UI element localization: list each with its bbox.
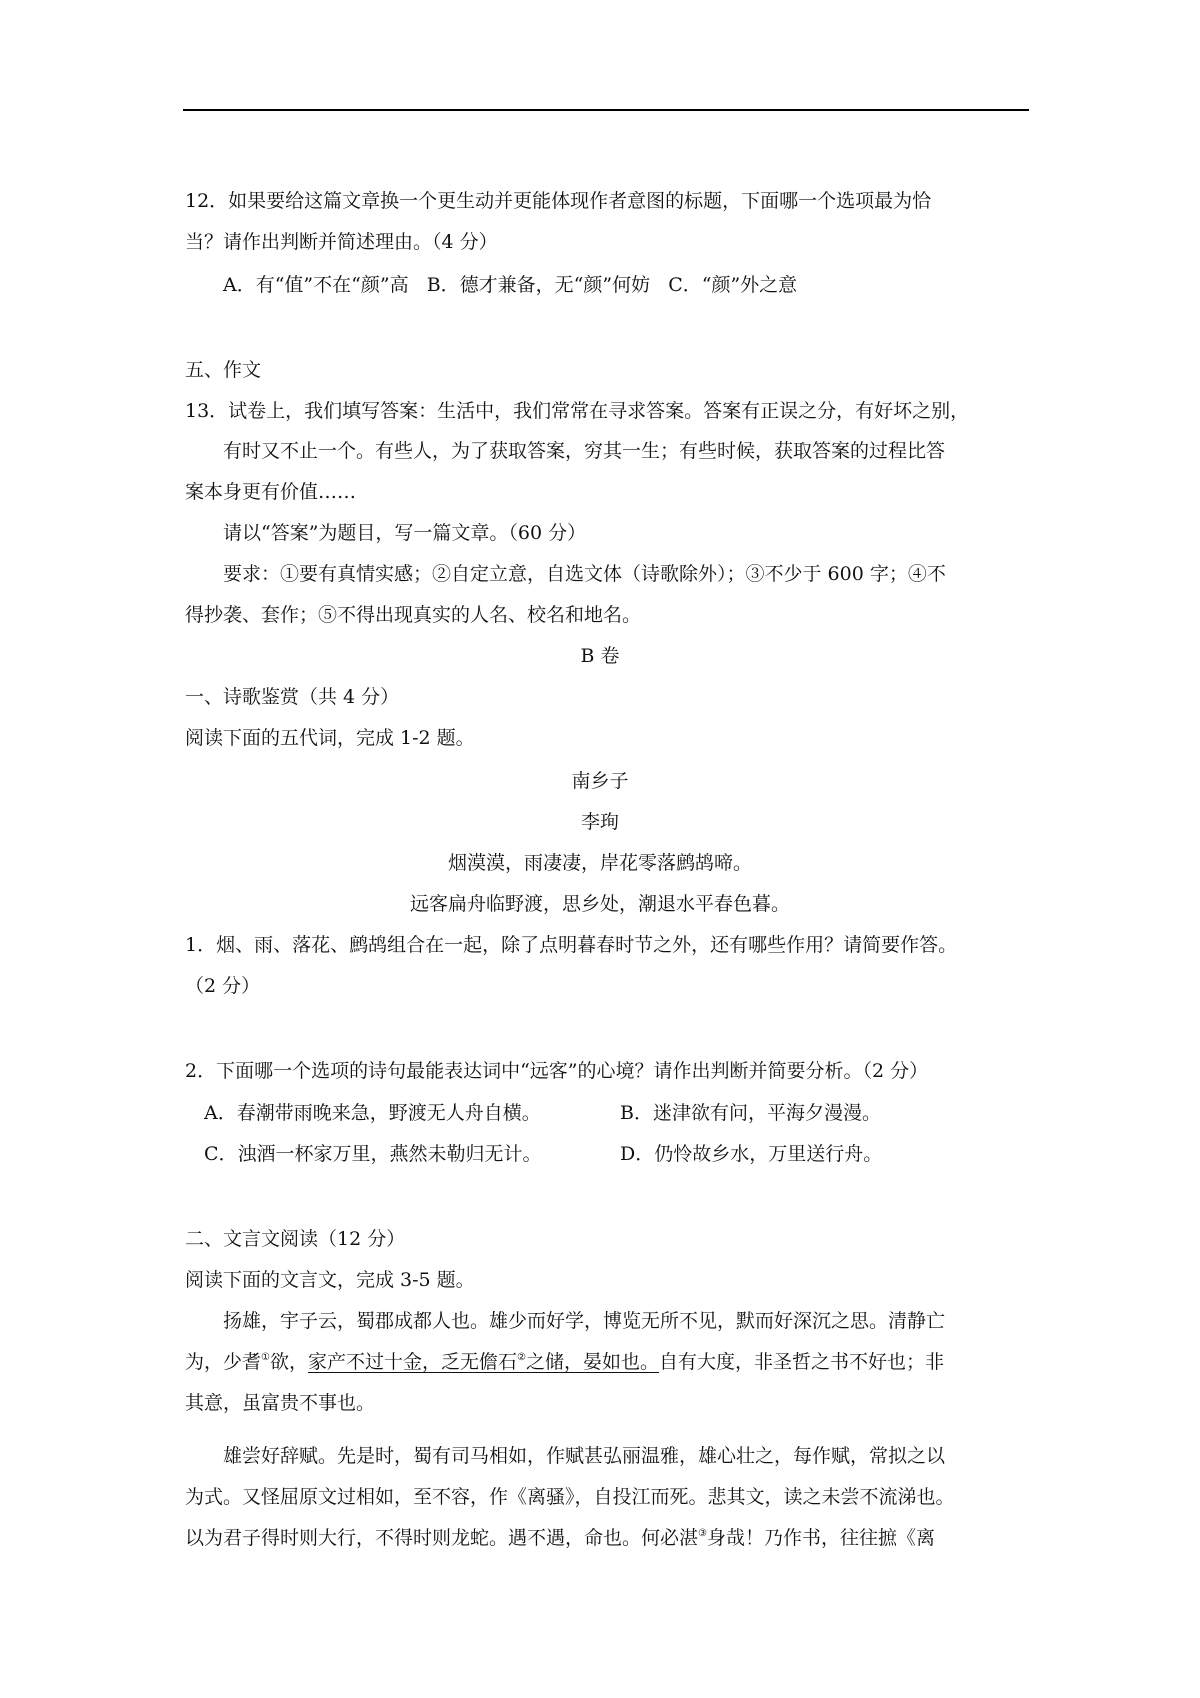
passage-p1-line-2: [185, 1349, 1025, 1375]
part-2-intro: 阅读下面的文言文，完成 3-5 题。: [185, 1269, 475, 1291]
q1-line-2: （2 分）: [185, 975, 261, 997]
q1-line-1: 1．烟、雨、落花、鹧鸪组合在一起，除了点明暮春时节之外，还有哪些作用？请简要作答。: [185, 934, 958, 956]
q2-option-a: A．春潮带雨晚来急，野渡无人舟自横。: [204, 1102, 541, 1124]
poem-line-2: 远客扁舟临野渡，思乡处，潮退水平春色暮。: [409, 893, 790, 915]
q13-requirements-cont: 得抄袭、套作；⑤不得出现真实的人名、校名和地名。: [185, 604, 642, 626]
q13-requirements: 要求：①要有真情实感；②自定立意，自选文体（诗歌除外）；③不少于 600 字；④不: [223, 563, 946, 585]
passage-text: 以为君子得时则大行，不得时则龙蛇。遇不遇，命也。何必湛: [185, 1527, 699, 1549]
passage-text: 自有大度，非圣哲之书不好也；非: [659, 1351, 945, 1373]
q13-line-1: 13．试卷上，我们填写答案：生活中，我们常常在寻求答案。答案有正误之分，有好坏之别，: [185, 400, 970, 422]
passage-text: 欲，: [269, 1351, 308, 1373]
footnote-marker-1: ①: [261, 1352, 270, 1363]
header-rule: [183, 109, 1029, 111]
q13-prompt: 请以“答案”为题目，写一篇文章。（60 分）: [223, 522, 587, 544]
q13-line-3: 案本身更有价值……: [185, 481, 357, 503]
section-5-title: 五、作文: [185, 359, 262, 381]
part-1-intro: 阅读下面的五代词，完成 1-2 题。: [185, 727, 475, 749]
passage-p2-line-2: 为式。又怪屈原文过相如，至不容，作《离骚》，自投江而死。悲其文，读之未尝不流涕也。: [185, 1486, 955, 1508]
passage-p1-line-1: 扬雄，宇子云，蜀郡成都人也。雄少而好学，博览无所不见，默而好深沉之思。清静亡: [223, 1310, 946, 1332]
passage-text: 身哉！乃作书，往往摭《离: [706, 1527, 935, 1549]
footnote-marker-2: ②: [517, 1352, 526, 1363]
passage-text: 为，少耆: [185, 1351, 262, 1373]
q2-option-d: D．仍怜故乡水，万里送行舟。: [620, 1143, 883, 1165]
q2-stem: 2．下面哪一个选项的诗句最能表达词中“远客”的心境？请作出判断并简要分析。（2 分）: [185, 1060, 929, 1082]
q2-option-c: C．浊酒一杯家万里，燕然未勒归无计。: [204, 1143, 542, 1165]
poem-line-1: 烟漠漠，雨凄凄，岸花零落鹧鸪啼。: [447, 852, 752, 874]
footnote-marker-3: ③: [698, 1528, 707, 1539]
q12-options: A．有“值”不在“颜”高 B．德才兼备，无“颜”何妨 C．“颜”外之意: [223, 274, 798, 296]
passage-p2-line-1: 雄尝好辞赋。先是时，蜀有司马相如，作赋甚弘丽温雅，雄心壮之，每作赋，常拟之以: [223, 1445, 946, 1467]
poem-author: 李珣: [580, 811, 619, 833]
volume-b-title: B 卷: [580, 645, 620, 667]
underlined-sentence: 家产不过十金，乏无儋石②之储，晏如也。: [308, 1351, 659, 1373]
poem-title: 南乡子: [571, 770, 629, 792]
q2-option-b: B．迷津欲有问，平海夕漫漫。: [620, 1102, 881, 1124]
q12-line-1: 12．如果要给这篇文章换一个更生动并更能体现作者意图的标题，下面哪一个选项最为恰: [185, 190, 932, 212]
q12-line-2: 当？请作出判断并简述理由。（4 分）: [185, 231, 498, 253]
q13-line-2: 有时又不止一个。有些人，为了获取答案，穷其一生；有些时候，获取答案的过程比答: [223, 440, 946, 462]
passage-p1-line-3: 其意，虽富贵不事也。: [185, 1392, 376, 1414]
passage-p2-line-3: [185, 1525, 1025, 1551]
part-1-title: 一、诗歌鉴赏（共 4 分）: [185, 686, 400, 708]
part-2-title: 二、文言文阅读（12 分）: [185, 1228, 406, 1250]
